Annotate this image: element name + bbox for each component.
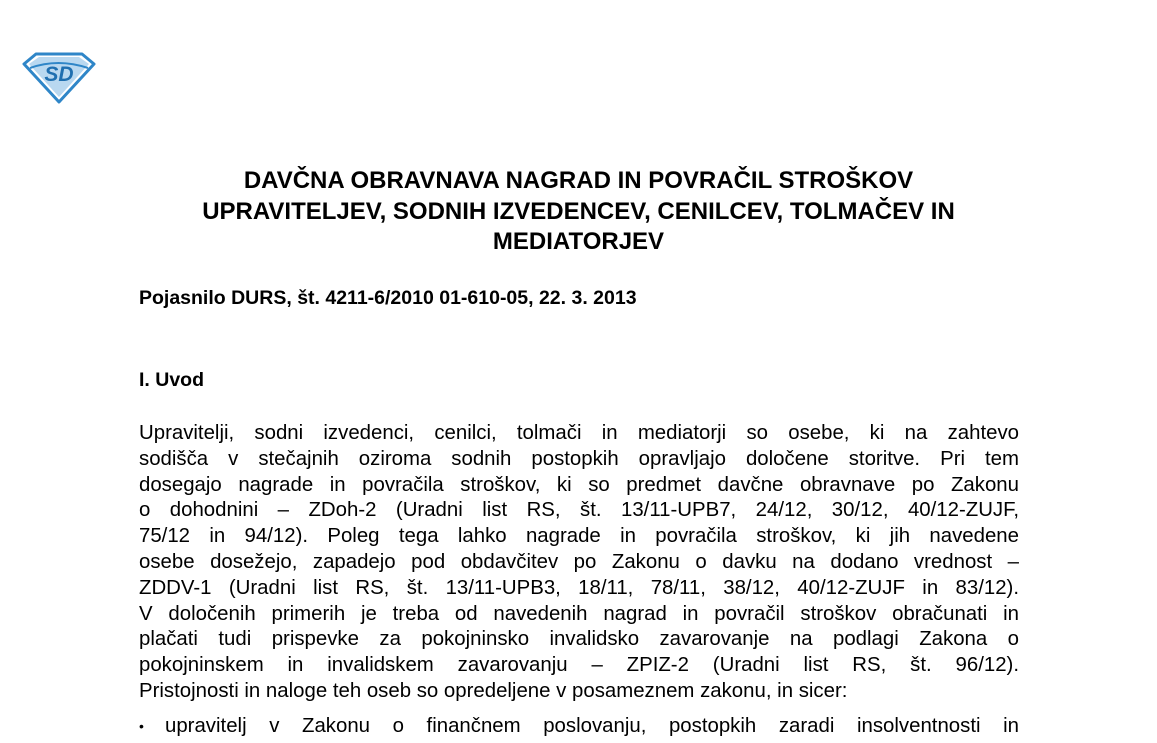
document-title (100, 166, 1057, 258)
paragraph-line: dosegajo nagrade in povračila stroškov, ki so predmet davčne obravnave po Zakonu (139, 473, 1019, 496)
title-line: DAVČNA OBRAVNAVA NAGRAD IN POVRAČIL STROŠKOV (243, 167, 914, 194)
paragraph-line: 75/12 in 94/12). Poleg tega lahko nagrade in povračila stroškov, ki jih navedene (139, 525, 1019, 548)
section-heading: I. Uvod (139, 369, 205, 391)
paragraph-line: V določenih primerih je treba od navedenih nagrad in povračil stroškov obračunati in (139, 602, 1019, 625)
title-line: MEDIATORJEV (492, 228, 665, 255)
bullet-text: upravitelj v Zakonu o finančnem poslovanju, postopkih zaradi insolventnosti in (165, 715, 1019, 737)
paragraph-line: o dohodnini – ZDoh-2 (Uradni list RS, št. 13/11-UPB7, 24/12, 30/12, 40/12-ZUJF, (139, 499, 1019, 522)
bullet-list (139, 714, 1019, 740)
intro-paragraph (139, 421, 1019, 705)
paragraph-line: Upravitelji, sodni izvedenci, cenilci, tolmači in mediatorji so osebe, ki na zahtevo (139, 422, 1019, 444)
paragraph-line: ZDDV-1 (Uradni list RS, št. 13/11-UPB3, 18/11, 78/11, 38/12, 40/12-ZUJF in 83/12). (139, 576, 1019, 599)
paragraph-line: osebe dosežejo, zapadejo pod obdavčitev po Zakonu o davku na dodano vrednost – (139, 550, 1019, 573)
sd-logo-text: SD (44, 63, 74, 86)
paragraph-line: sodišča v stečajnih oziroma sodnih postopkih opravljajo določene storitve. Pri tem (139, 447, 1019, 470)
paragraph-line: plačati tudi prispevke za pokojninsko invalidsko zavarovanje na podlagi Zakona o (139, 628, 1019, 651)
list-item (139, 714, 1019, 740)
title-line: UPRAVITELJEV, SODNIH IZVEDENCEV, CENILCEV, TOLMAČEV IN (202, 197, 955, 225)
paragraph-line: pokojninskem in invalidskem zavarovanju – ZPIZ-2 (Uradni list RS, št. 96/12). (139, 654, 1019, 677)
document-subtitle: Pojasnilo DURS, št. 4211-6/2010 01-610-05, 22. 3. 2013 (139, 287, 637, 309)
paragraph-line: Pristojnosti in naloge teh oseb so opredeljene v posameznem zakonu, in sicer: (139, 679, 848, 702)
bullet-icon: • (139, 718, 144, 734)
sd-logo-shape (22, 50, 96, 104)
sd-logo-icon (22, 50, 96, 104)
